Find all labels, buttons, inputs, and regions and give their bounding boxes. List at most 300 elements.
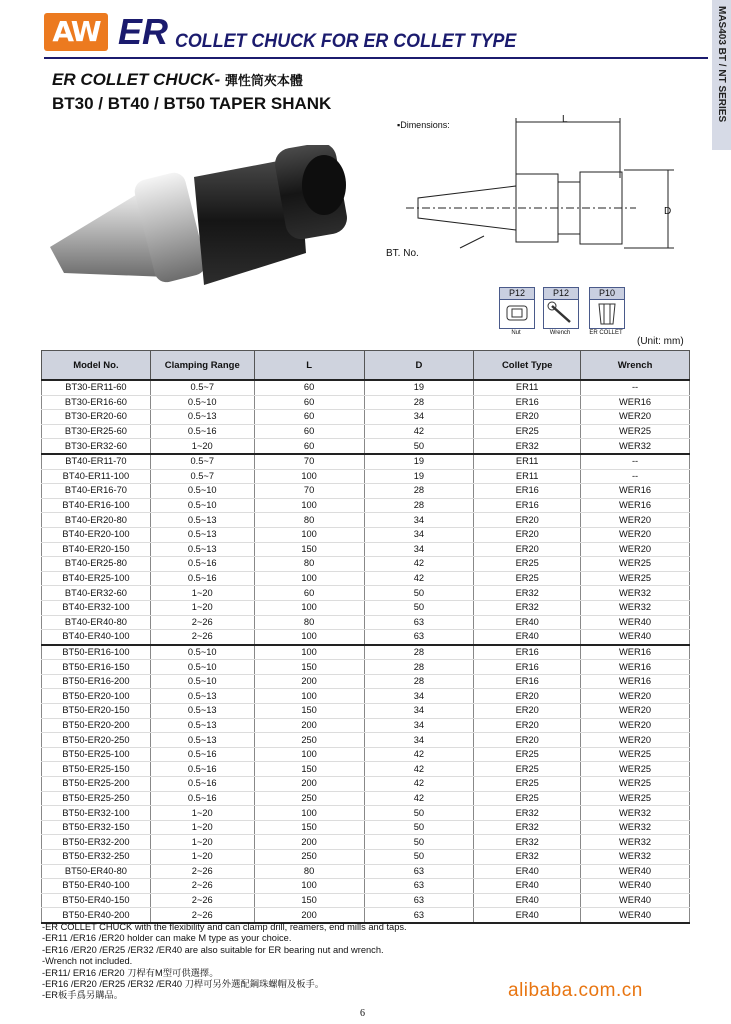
- collet-type-cell: ER25: [474, 777, 581, 792]
- wrench-cell: WER40: [581, 630, 690, 645]
- wrench-cell: WER20: [581, 527, 690, 542]
- table-row: [42, 645, 690, 660]
- clamping-range-cell: 0.5~13: [150, 704, 254, 719]
- model-cell: BT50-ER25-100: [42, 747, 151, 762]
- table-row: [42, 718, 690, 733]
- wrench-cell: WER32: [581, 806, 690, 821]
- collet-type-cell: ER20: [474, 527, 581, 542]
- l-cell: 150: [254, 893, 364, 908]
- bt-leader: [460, 236, 484, 248]
- note-line: -ER COLLET CHUCK with the flexibility and can clamp drill, reamers, end mills and taps.: [42, 922, 407, 932]
- d-cell: 63: [364, 908, 474, 923]
- l-cell: 60: [254, 439, 364, 454]
- table-row: [42, 586, 690, 601]
- model-cell: BT50-ER20-200: [42, 718, 151, 733]
- d-cell: 42: [364, 571, 474, 586]
- collet-type-cell: ER20: [474, 718, 581, 733]
- d-cell: 19: [364, 454, 474, 469]
- l-cell: 80: [254, 513, 364, 528]
- d-cell: 42: [364, 424, 474, 439]
- model-cell: BT50-ER20-150: [42, 704, 151, 719]
- clamping-range-cell: 0.5~10: [150, 484, 254, 499]
- model-cell: BT50-ER16-150: [42, 660, 151, 675]
- table-row: [42, 615, 690, 630]
- d-cell: 34: [364, 542, 474, 557]
- wrench-cell: WER16: [581, 674, 690, 689]
- clamping-range-cell: 1~20: [150, 835, 254, 850]
- wrench-cell: WER16: [581, 660, 690, 675]
- d-cell: 63: [364, 630, 474, 645]
- d-cell: 34: [364, 733, 474, 748]
- l-cell: 200: [254, 777, 364, 792]
- col-header-wrench: Wrench: [581, 351, 690, 381]
- d-cell: 28: [364, 484, 474, 499]
- d-cell: 42: [364, 777, 474, 792]
- spec-table-body: [42, 380, 690, 923]
- clamping-range-cell: 0.5~7: [150, 469, 254, 484]
- l-cell: 70: [254, 454, 364, 469]
- d-cell: 42: [364, 791, 474, 806]
- table-header-row: [42, 351, 690, 381]
- collet-type-cell: ER32: [474, 820, 581, 835]
- dimension-l-label: L: [562, 114, 568, 125]
- l-cell: 100: [254, 747, 364, 762]
- model-cell: BT40-ER32-60: [42, 586, 151, 601]
- model-cell: BT50-ER20-100: [42, 689, 151, 704]
- note-line: -Wrench not included.: [42, 956, 133, 967]
- clamping-range-cell: 0.5~10: [150, 645, 254, 660]
- model-cell: BT50-ER25-200: [42, 777, 151, 792]
- l-cell: 250: [254, 791, 364, 806]
- d-cell: 63: [364, 893, 474, 908]
- model-cell: BT40-ER16-100: [42, 498, 151, 513]
- table-row: [42, 850, 690, 865]
- model-cell: BT50-ER16-100: [42, 645, 151, 660]
- l-cell: 60: [254, 380, 364, 395]
- model-cell: BT30-ER20-60: [42, 410, 151, 425]
- collet-reference: [589, 287, 625, 329]
- d-cell: 50: [364, 820, 474, 835]
- collet-type-cell: ER32: [474, 600, 581, 615]
- table-row: [42, 630, 690, 645]
- table-row: [42, 410, 690, 425]
- table-row: [42, 571, 690, 586]
- page-number: 6: [360, 1008, 365, 1019]
- model-cell: BT30-ER25-60: [42, 424, 151, 439]
- d-cell: 28: [364, 645, 474, 660]
- d-cell: 34: [364, 689, 474, 704]
- nut-caption: Nut: [511, 330, 521, 336]
- collet-type-cell: ER16: [474, 645, 581, 660]
- collet-type-cell: ER40: [474, 864, 581, 879]
- model-cell: BT40-ER11-100: [42, 469, 151, 484]
- clamping-range-cell: 0.5~13: [150, 527, 254, 542]
- wrench-cell: WER20: [581, 542, 690, 557]
- collet-caption: ER COLLET: [589, 330, 623, 336]
- model-cell: BT40-ER20-100: [42, 527, 151, 542]
- model-cell: BT50-ER40-200: [42, 908, 151, 923]
- wrench-cell: WER40: [581, 864, 690, 879]
- collet-type-cell: ER20: [474, 513, 581, 528]
- clamping-range-cell: 2~26: [150, 615, 254, 630]
- col-header-collet-type: Collet Type: [474, 351, 581, 381]
- model-cell: BT40-ER20-80: [42, 513, 151, 528]
- clamping-range-cell: 0.5~16: [150, 424, 254, 439]
- clamping-range-cell: 1~20: [150, 820, 254, 835]
- l-cell: 250: [254, 850, 364, 865]
- collet-type-cell: ER11: [474, 469, 581, 484]
- wrench-cell: WER16: [581, 395, 690, 410]
- table-row: [42, 484, 690, 499]
- l-cell: 70: [254, 484, 364, 499]
- wrench-cell: WER32: [581, 820, 690, 835]
- l-cell: 100: [254, 527, 364, 542]
- collet-type-cell: ER40: [474, 630, 581, 645]
- collet-type-cell: ER20: [474, 704, 581, 719]
- clamping-range-cell: 0.5~16: [150, 747, 254, 762]
- nut-page-ref: P12: [500, 288, 534, 300]
- table-row: [42, 835, 690, 850]
- table-row: [42, 733, 690, 748]
- clamping-range-cell: 2~26: [150, 630, 254, 645]
- collet-type-cell: ER25: [474, 571, 581, 586]
- table-row: [42, 674, 690, 689]
- l-cell: 150: [254, 820, 364, 835]
- d-cell: 42: [364, 747, 474, 762]
- dimension-drawing: [398, 118, 688, 268]
- model-cell: BT50-ER16-200: [42, 674, 151, 689]
- l-cell: 150: [254, 542, 364, 557]
- model-cell: BT50-ER32-200: [42, 835, 151, 850]
- wrench-cell: WER25: [581, 777, 690, 792]
- d-cell: 42: [364, 557, 474, 572]
- model-cell: BT40-ER20-150: [42, 542, 151, 557]
- collet-type-cell: ER16: [474, 498, 581, 513]
- clamping-range-cell: 0.5~13: [150, 542, 254, 557]
- col-header-l: L: [254, 351, 364, 381]
- clamping-range-cell: 0.5~16: [150, 762, 254, 777]
- table-row: [42, 879, 690, 894]
- model-cell: BT50-ER25-250: [42, 791, 151, 806]
- model-cell: BT40-ER32-100: [42, 600, 151, 615]
- brand-logo-text: AW: [52, 15, 100, 48]
- model-cell: BT30-ER32-60: [42, 439, 151, 454]
- collet-type-cell: ER11: [474, 380, 581, 395]
- table-row: [42, 791, 690, 806]
- d-cell: 19: [364, 380, 474, 395]
- d-cell: 63: [364, 879, 474, 894]
- brand-word: ER: [118, 11, 169, 52]
- col-header-d: D: [364, 351, 474, 381]
- model-cell: BT50-ER32-100: [42, 806, 151, 821]
- clamping-range-cell: 0.5~13: [150, 513, 254, 528]
- table-row: [42, 762, 690, 777]
- table-row: [42, 469, 690, 484]
- wrench-cell: WER20: [581, 718, 690, 733]
- collet-type-cell: ER40: [474, 893, 581, 908]
- l-cell: 100: [254, 600, 364, 615]
- note-line: -ER11 /ER16 /ER20 holder can make M type as your choice.: [42, 933, 292, 944]
- collet-type-cell: ER25: [474, 557, 581, 572]
- d-cell: 50: [364, 850, 474, 865]
- wrench-cell: WER20: [581, 704, 690, 719]
- product-name-en: ER COLLET CHUCK-: [52, 70, 221, 89]
- clamping-range-cell: 2~26: [150, 893, 254, 908]
- model-cell: BT40-ER40-80: [42, 615, 151, 630]
- l-cell: 150: [254, 704, 364, 719]
- collet-type-cell: ER40: [474, 615, 581, 630]
- wrench-cell: WER25: [581, 557, 690, 572]
- d-cell: 63: [364, 615, 474, 630]
- collet-page-ref: P10: [590, 288, 624, 300]
- collet-type-cell: ER25: [474, 747, 581, 762]
- d-cell: 28: [364, 395, 474, 410]
- product-shank: BT30 / BT40 / BT50 TAPER SHANK: [52, 94, 332, 113]
- wrench-cell: WER32: [581, 850, 690, 865]
- collet-type-cell: ER16: [474, 395, 581, 410]
- table-row: [42, 893, 690, 908]
- model-cell: BT50-ER40-100: [42, 879, 151, 894]
- table-row: [42, 557, 690, 572]
- l-cell: 60: [254, 424, 364, 439]
- l-cell: 100: [254, 630, 364, 645]
- collet-type-cell: ER32: [474, 586, 581, 601]
- model-cell: BT40-ER25-100: [42, 571, 151, 586]
- d-cell: 28: [364, 498, 474, 513]
- wrench-reference: [543, 287, 579, 329]
- d-cell: 50: [364, 806, 474, 821]
- model-cell: BT50-ER25-150: [42, 762, 151, 777]
- d-cell: 50: [364, 835, 474, 850]
- bt-number-label: BT. No.: [386, 248, 419, 259]
- collet-type-cell: ER32: [474, 806, 581, 821]
- watermark: alibaba.com.cn: [508, 980, 643, 1001]
- clamping-range-cell: 0.5~16: [150, 557, 254, 572]
- clamping-range-cell: 0.5~10: [150, 660, 254, 675]
- clamping-range-cell: 1~20: [150, 439, 254, 454]
- note-line: -ER16 /ER20 /ER25 /ER32 /ER40 刀桿可另外選配鋼珠螺帽及板手。: [42, 979, 325, 990]
- model-cell: BT30-ER11-60: [42, 380, 151, 395]
- nut-face: [302, 155, 346, 215]
- l-cell: 60: [254, 395, 364, 410]
- d-cell: 19: [364, 469, 474, 484]
- col-header-model: Model No.: [42, 351, 151, 381]
- dimension-d-label: D: [664, 206, 672, 217]
- clamping-range-cell: 0.5~16: [150, 791, 254, 806]
- clamping-range-cell: 1~20: [150, 806, 254, 821]
- l-cell: 200: [254, 718, 364, 733]
- wrench-cell: --: [581, 380, 690, 395]
- wrench-icon: [544, 300, 578, 328]
- l-cell: 150: [254, 660, 364, 675]
- unit-label: (Unit: mm): [637, 336, 684, 347]
- d-cell: 28: [364, 660, 474, 675]
- table-row: [42, 439, 690, 454]
- table-row: [42, 704, 690, 719]
- wrench-cell: --: [581, 469, 690, 484]
- clamping-range-cell: 0.5~13: [150, 718, 254, 733]
- table-row: [42, 660, 690, 675]
- collet-type-cell: ER16: [474, 660, 581, 675]
- clamping-range-cell: 0.5~16: [150, 571, 254, 586]
- clamping-range-cell: 1~20: [150, 586, 254, 601]
- wrench-cell: WER20: [581, 689, 690, 704]
- collet-type-cell: ER40: [474, 879, 581, 894]
- model-cell: BT50-ER32-150: [42, 820, 151, 835]
- table-row: [42, 527, 690, 542]
- product-photo: [44, 145, 364, 295]
- collet-type-cell: ER11: [474, 454, 581, 469]
- l-cell: 100: [254, 879, 364, 894]
- l-cell: 100: [254, 469, 364, 484]
- clamping-range-cell: 2~26: [150, 864, 254, 879]
- col-header-clamping-range: Clamping Range: [150, 351, 254, 381]
- note-line: -ER11/ ER16 /ER20 刀桿有M型可供選擇。: [42, 967, 219, 978]
- model-cell: BT50-ER40-80: [42, 864, 151, 879]
- model-cell: BT50-ER32-250: [42, 850, 151, 865]
- note-line: -ER板手爲另購品。: [42, 990, 124, 1001]
- l-cell: 100: [254, 498, 364, 513]
- dimensions-label: ▪Dimensions:: [397, 120, 450, 130]
- page-title: COLLET CHUCK FOR ER COLLET TYPE: [175, 31, 517, 52]
- table-row: [42, 395, 690, 410]
- l-cell: 150: [254, 762, 364, 777]
- model-cell: BT40-ER16-70: [42, 484, 151, 499]
- wrench-cell: WER25: [581, 762, 690, 777]
- wrench-cell: WER25: [581, 571, 690, 586]
- clamping-range-cell: 2~26: [150, 908, 254, 923]
- d-cell: 34: [364, 704, 474, 719]
- product-name-cn: 彈性筒夾本體: [224, 74, 303, 89]
- l-cell: 100: [254, 689, 364, 704]
- table-row: [42, 454, 690, 469]
- collet-type-cell: ER32: [474, 439, 581, 454]
- table-row: [42, 380, 690, 395]
- clamping-range-cell: 0.5~10: [150, 395, 254, 410]
- collet-type-cell: ER20: [474, 689, 581, 704]
- wrench-cell: WER25: [581, 791, 690, 806]
- l-cell: 250: [254, 733, 364, 748]
- model-cell: BT40-ER25-80: [42, 557, 151, 572]
- table-row: [42, 542, 690, 557]
- wrench-cell: WER16: [581, 484, 690, 499]
- wrench-cell: WER32: [581, 439, 690, 454]
- d-cell: 34: [364, 718, 474, 733]
- table-row: [42, 424, 690, 439]
- d-cell: 63: [364, 864, 474, 879]
- collet-type-cell: ER20: [474, 542, 581, 557]
- d-cell: 34: [364, 527, 474, 542]
- wrench-cell: WER32: [581, 600, 690, 615]
- l-cell: 200: [254, 674, 364, 689]
- header-divider: [44, 57, 708, 59]
- clamping-range-cell: 0.5~10: [150, 674, 254, 689]
- notes: [42, 922, 407, 1002]
- model-cell: BT40-ER40-100: [42, 630, 151, 645]
- collet-type-cell: ER20: [474, 733, 581, 748]
- wrench-cell: --: [581, 454, 690, 469]
- wrench-cell: WER40: [581, 615, 690, 630]
- wrench-cell: WER40: [581, 908, 690, 923]
- collet-type-cell: ER20: [474, 410, 581, 425]
- model-cell: BT50-ER40-150: [42, 893, 151, 908]
- table-row: [42, 513, 690, 528]
- model-cell: BT40-ER11-70: [42, 454, 151, 469]
- clamping-range-cell: 2~26: [150, 879, 254, 894]
- clamping-range-cell: 1~20: [150, 850, 254, 865]
- nut-reference: [499, 287, 535, 329]
- clamping-range-cell: 0.5~13: [150, 689, 254, 704]
- table-row: [42, 747, 690, 762]
- wrench-cell: WER25: [581, 424, 690, 439]
- collet-type-cell: ER25: [474, 791, 581, 806]
- l-cell: 80: [254, 864, 364, 879]
- l-cell: 80: [254, 615, 364, 630]
- collet-type-cell: ER16: [474, 674, 581, 689]
- l-cell: 60: [254, 410, 364, 425]
- d-cell: 50: [364, 600, 474, 615]
- d-cell: 28: [364, 674, 474, 689]
- collet-type-cell: ER16: [474, 484, 581, 499]
- wrench-cell: WER16: [581, 498, 690, 513]
- product-name: [52, 70, 303, 90]
- clamping-range-cell: 0.5~7: [150, 380, 254, 395]
- clamping-range-cell: 0.5~13: [150, 733, 254, 748]
- wrench-cell: WER20: [581, 733, 690, 748]
- wrench-cell: WER32: [581, 835, 690, 850]
- table-row: [42, 600, 690, 615]
- table-row: [42, 806, 690, 821]
- wrench-cell: WER25: [581, 747, 690, 762]
- wrench-cell: WER20: [581, 513, 690, 528]
- clamping-range-cell: 1~20: [150, 600, 254, 615]
- spec-table: [41, 350, 690, 924]
- collet-icon: [590, 300, 624, 328]
- table-row: [42, 908, 690, 923]
- model-cell: BT30-ER16-60: [42, 395, 151, 410]
- l-cell: 60: [254, 586, 364, 601]
- d-cell: 34: [364, 410, 474, 425]
- collet-type-cell: ER32: [474, 835, 581, 850]
- wrench-cell: WER40: [581, 893, 690, 908]
- clamping-range-cell: 0.5~16: [150, 777, 254, 792]
- clamping-range-cell: 0.5~7: [150, 454, 254, 469]
- wrench-caption: Wrench: [549, 330, 571, 336]
- wrench-cell: WER40: [581, 879, 690, 894]
- collet-type-cell: ER25: [474, 762, 581, 777]
- collet-type-cell: ER40: [474, 908, 581, 923]
- table-row: [42, 820, 690, 835]
- l-cell: 100: [254, 806, 364, 821]
- d-cell: 34: [364, 513, 474, 528]
- wrench-cell: WER32: [581, 586, 690, 601]
- clamping-range-cell: 0.5~10: [150, 498, 254, 513]
- model-cell: BT50-ER20-250: [42, 733, 151, 748]
- l-cell: 100: [254, 645, 364, 660]
- l-cell: 100: [254, 571, 364, 586]
- l-cell: 80: [254, 557, 364, 572]
- d-cell: 50: [364, 586, 474, 601]
- wrench-page-ref: P12: [544, 288, 578, 300]
- d-cell: 50: [364, 439, 474, 454]
- table-row: [42, 777, 690, 792]
- table-row: [42, 689, 690, 704]
- l-cell: 200: [254, 908, 364, 923]
- wrench-cell: WER20: [581, 410, 690, 425]
- note-line: -ER16 /ER20 /ER25 /ER32 /ER40 are also suitable for ER bearing nut and wrench.: [42, 944, 384, 955]
- nut-icon: [500, 300, 534, 328]
- d-cell: 42: [364, 762, 474, 777]
